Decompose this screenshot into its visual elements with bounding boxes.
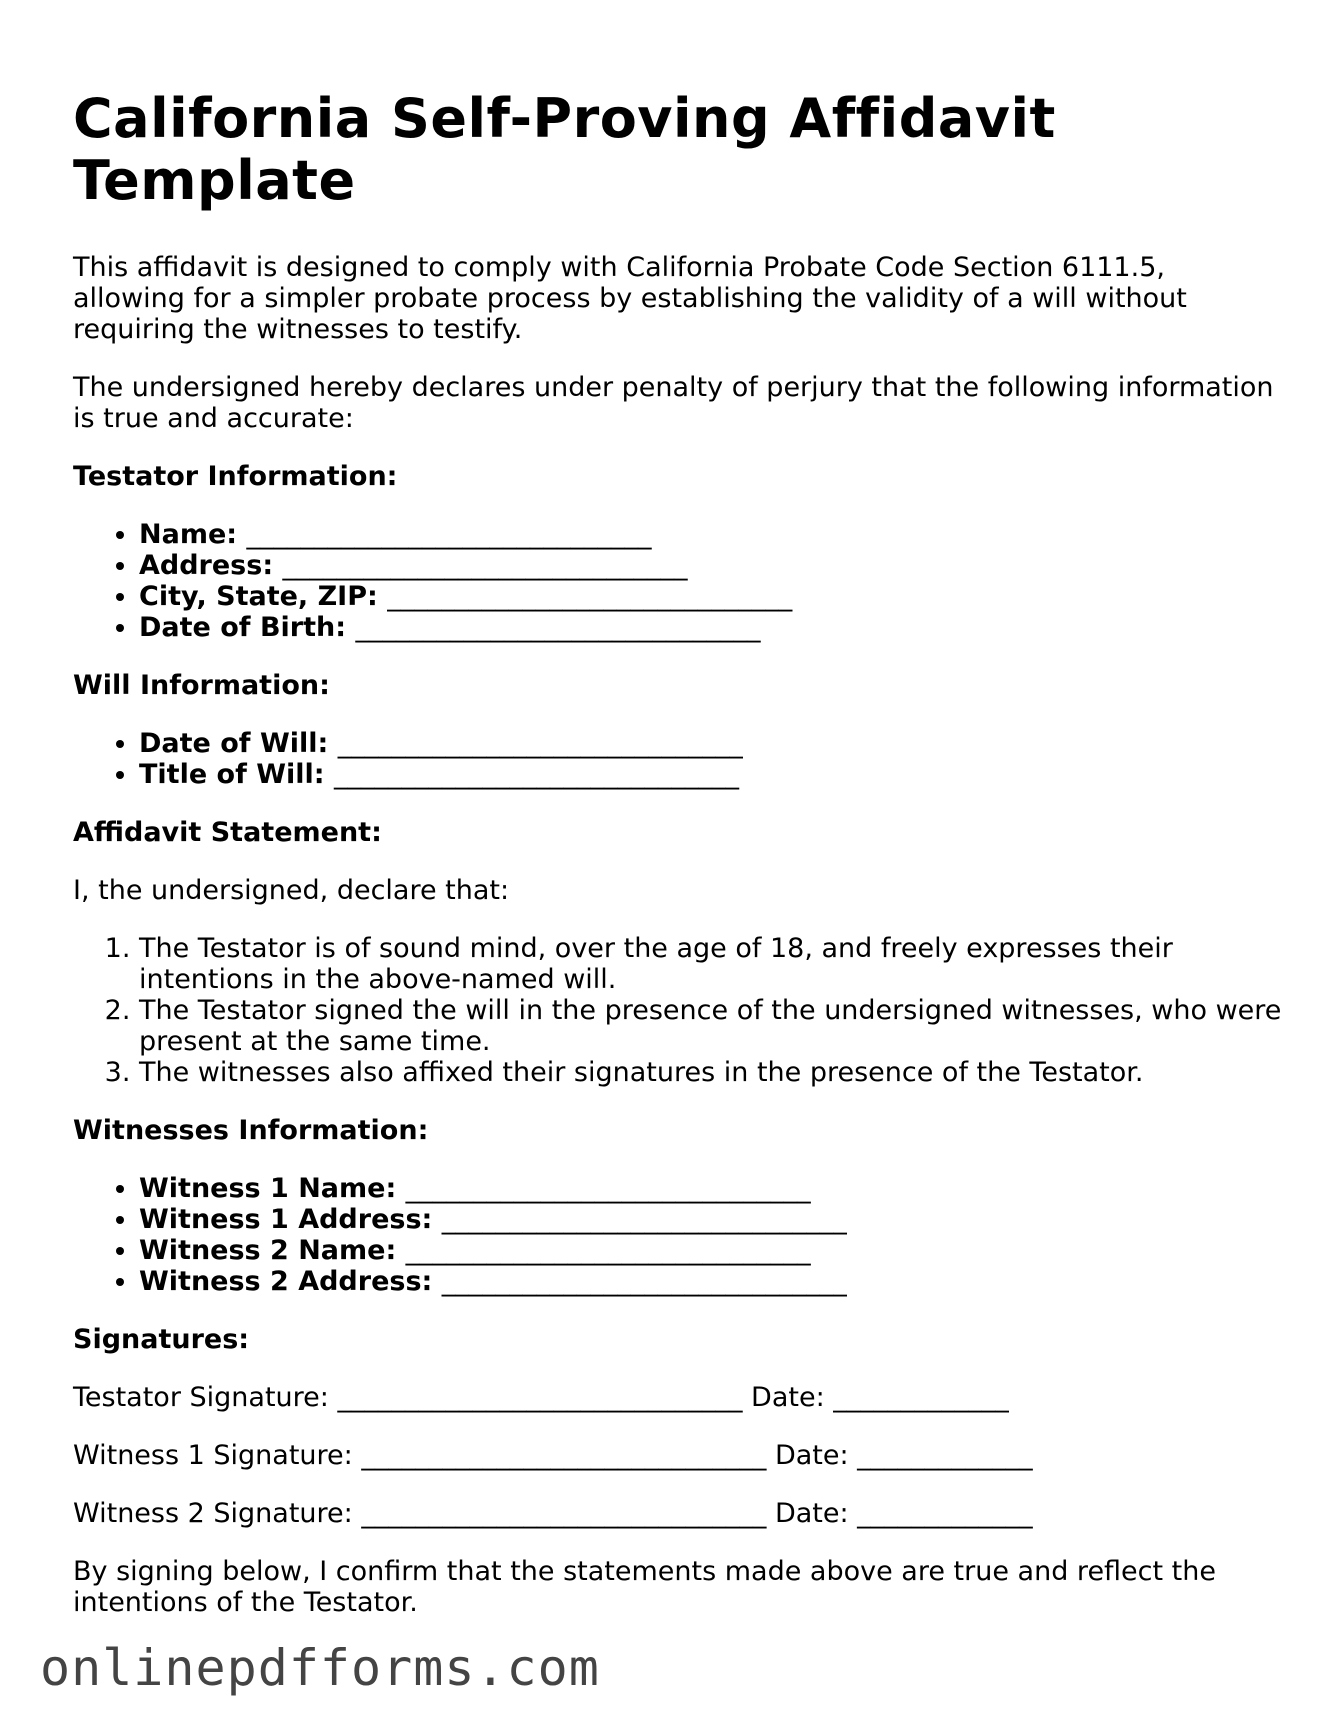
statement-item: 1. The Testator is of sound mind, over the age of 18, and freely expresses their intentions in the above-named will. bbox=[139, 933, 1283, 995]
blank-line[interactable]: ______________________________ bbox=[441, 1204, 847, 1235]
site-watermark: onlinepdfforms.com bbox=[40, 1639, 600, 1697]
will-fields bbox=[73, 728, 1283, 790]
statement-lead: I, the undersigned, declare that: bbox=[73, 875, 510, 906]
intro-paragraph: This affidavit is designed to comply with California Probate Code Section 6111.5, allowing for a simpler probate process by establishing the validity of a will without requiring the witnesses to testify. bbox=[73, 252, 1187, 345]
date-label: Date: bbox=[774, 1440, 849, 1471]
field-label: City, State, ZIP: bbox=[139, 581, 378, 612]
field-label: Witness 2 Name: bbox=[139, 1235, 397, 1266]
date-line[interactable]: _____________ bbox=[857, 1498, 1033, 1529]
testator-city-state-zip-field bbox=[139, 581, 1283, 612]
statement-item: 2. The Testator signed the will in the presence of the undersigned witnesses, who were present at the same time. bbox=[139, 995, 1283, 1057]
page-title: California Self-Proving Affidavit Template bbox=[73, 87, 1056, 212]
signatures-heading: Signatures: bbox=[73, 1324, 250, 1355]
witness1-signature-row bbox=[73, 1440, 1283, 1471]
field-label: Name: bbox=[139, 519, 238, 550]
closing-paragraph: By signing below, I confirm that the statements made above are true and reflect the intentions of the Testator. bbox=[73, 1556, 1216, 1618]
blank-line[interactable]: ______________________________ bbox=[355, 612, 761, 643]
testator-address-field bbox=[139, 550, 1283, 581]
blank-line[interactable]: ______________________________ bbox=[441, 1266, 847, 1297]
testator-heading: Testator Information: bbox=[73, 461, 398, 492]
signature-label: Testator Signature: bbox=[73, 1382, 329, 1413]
testator-fields bbox=[73, 519, 1283, 643]
signature-line[interactable]: ______________________________ bbox=[361, 1498, 767, 1529]
will-heading: Will Information: bbox=[73, 670, 330, 701]
statement-heading: Affidavit Statement: bbox=[73, 817, 382, 848]
field-label: Witness 2 Address: bbox=[139, 1266, 433, 1297]
date-label: Date: bbox=[774, 1498, 849, 1529]
field-label: Date of Will: bbox=[139, 728, 329, 759]
date-line[interactable]: _____________ bbox=[857, 1440, 1033, 1471]
witnesses-fields bbox=[73, 1173, 1283, 1297]
signature-line[interactable]: ______________________________ bbox=[361, 1440, 767, 1471]
witness1-address-field bbox=[139, 1204, 1283, 1235]
declaration-paragraph: The undersigned hereby declares under penalty of perjury that the following information is true and accurate: bbox=[73, 372, 1274, 434]
date-label: Date: bbox=[751, 1382, 825, 1413]
document-page bbox=[73, 88, 1283, 1645]
blank-line[interactable]: ______________________________ bbox=[405, 1173, 811, 1204]
statement-list bbox=[73, 933, 1283, 1088]
blank-line[interactable]: ______________________________ bbox=[387, 581, 793, 612]
field-label: Witness 1 Name: bbox=[139, 1173, 397, 1204]
blank-line[interactable]: ______________________________ bbox=[282, 550, 688, 581]
witness2-signature-row bbox=[73, 1498, 1283, 1529]
field-label: Title of Will: bbox=[139, 759, 325, 790]
signature-label: Witness 2 Signature: bbox=[73, 1498, 353, 1529]
testator-signature-row bbox=[73, 1382, 1283, 1413]
blank-line[interactable]: ______________________________ bbox=[337, 728, 743, 759]
signature-label: Witness 1 Signature: bbox=[73, 1440, 353, 1471]
blank-line[interactable]: ______________________________ bbox=[246, 519, 652, 550]
witness1-name-field bbox=[139, 1173, 1283, 1204]
witnesses-heading: Witnesses Information: bbox=[73, 1115, 429, 1146]
field-label: Address: bbox=[139, 550, 274, 581]
testator-dob-field bbox=[139, 612, 1283, 643]
will-date-field bbox=[139, 728, 1283, 759]
statement-item: 3. The witnesses also affixed their signatures in the presence of the Testator. bbox=[139, 1057, 1283, 1088]
field-label: Witness 1 Address: bbox=[139, 1204, 433, 1235]
blank-line[interactable]: ______________________________ bbox=[405, 1235, 811, 1266]
blank-line[interactable]: ______________________________ bbox=[334, 759, 739, 790]
testator-name-field bbox=[139, 519, 1283, 550]
field-label: Date of Birth: bbox=[139, 612, 347, 643]
date-line[interactable]: _____________ bbox=[833, 1382, 1009, 1413]
witness2-address-field bbox=[139, 1266, 1283, 1297]
witness2-name-field bbox=[139, 1235, 1283, 1266]
will-title-field bbox=[139, 759, 1283, 790]
signature-line[interactable]: ______________________________ bbox=[337, 1382, 743, 1413]
